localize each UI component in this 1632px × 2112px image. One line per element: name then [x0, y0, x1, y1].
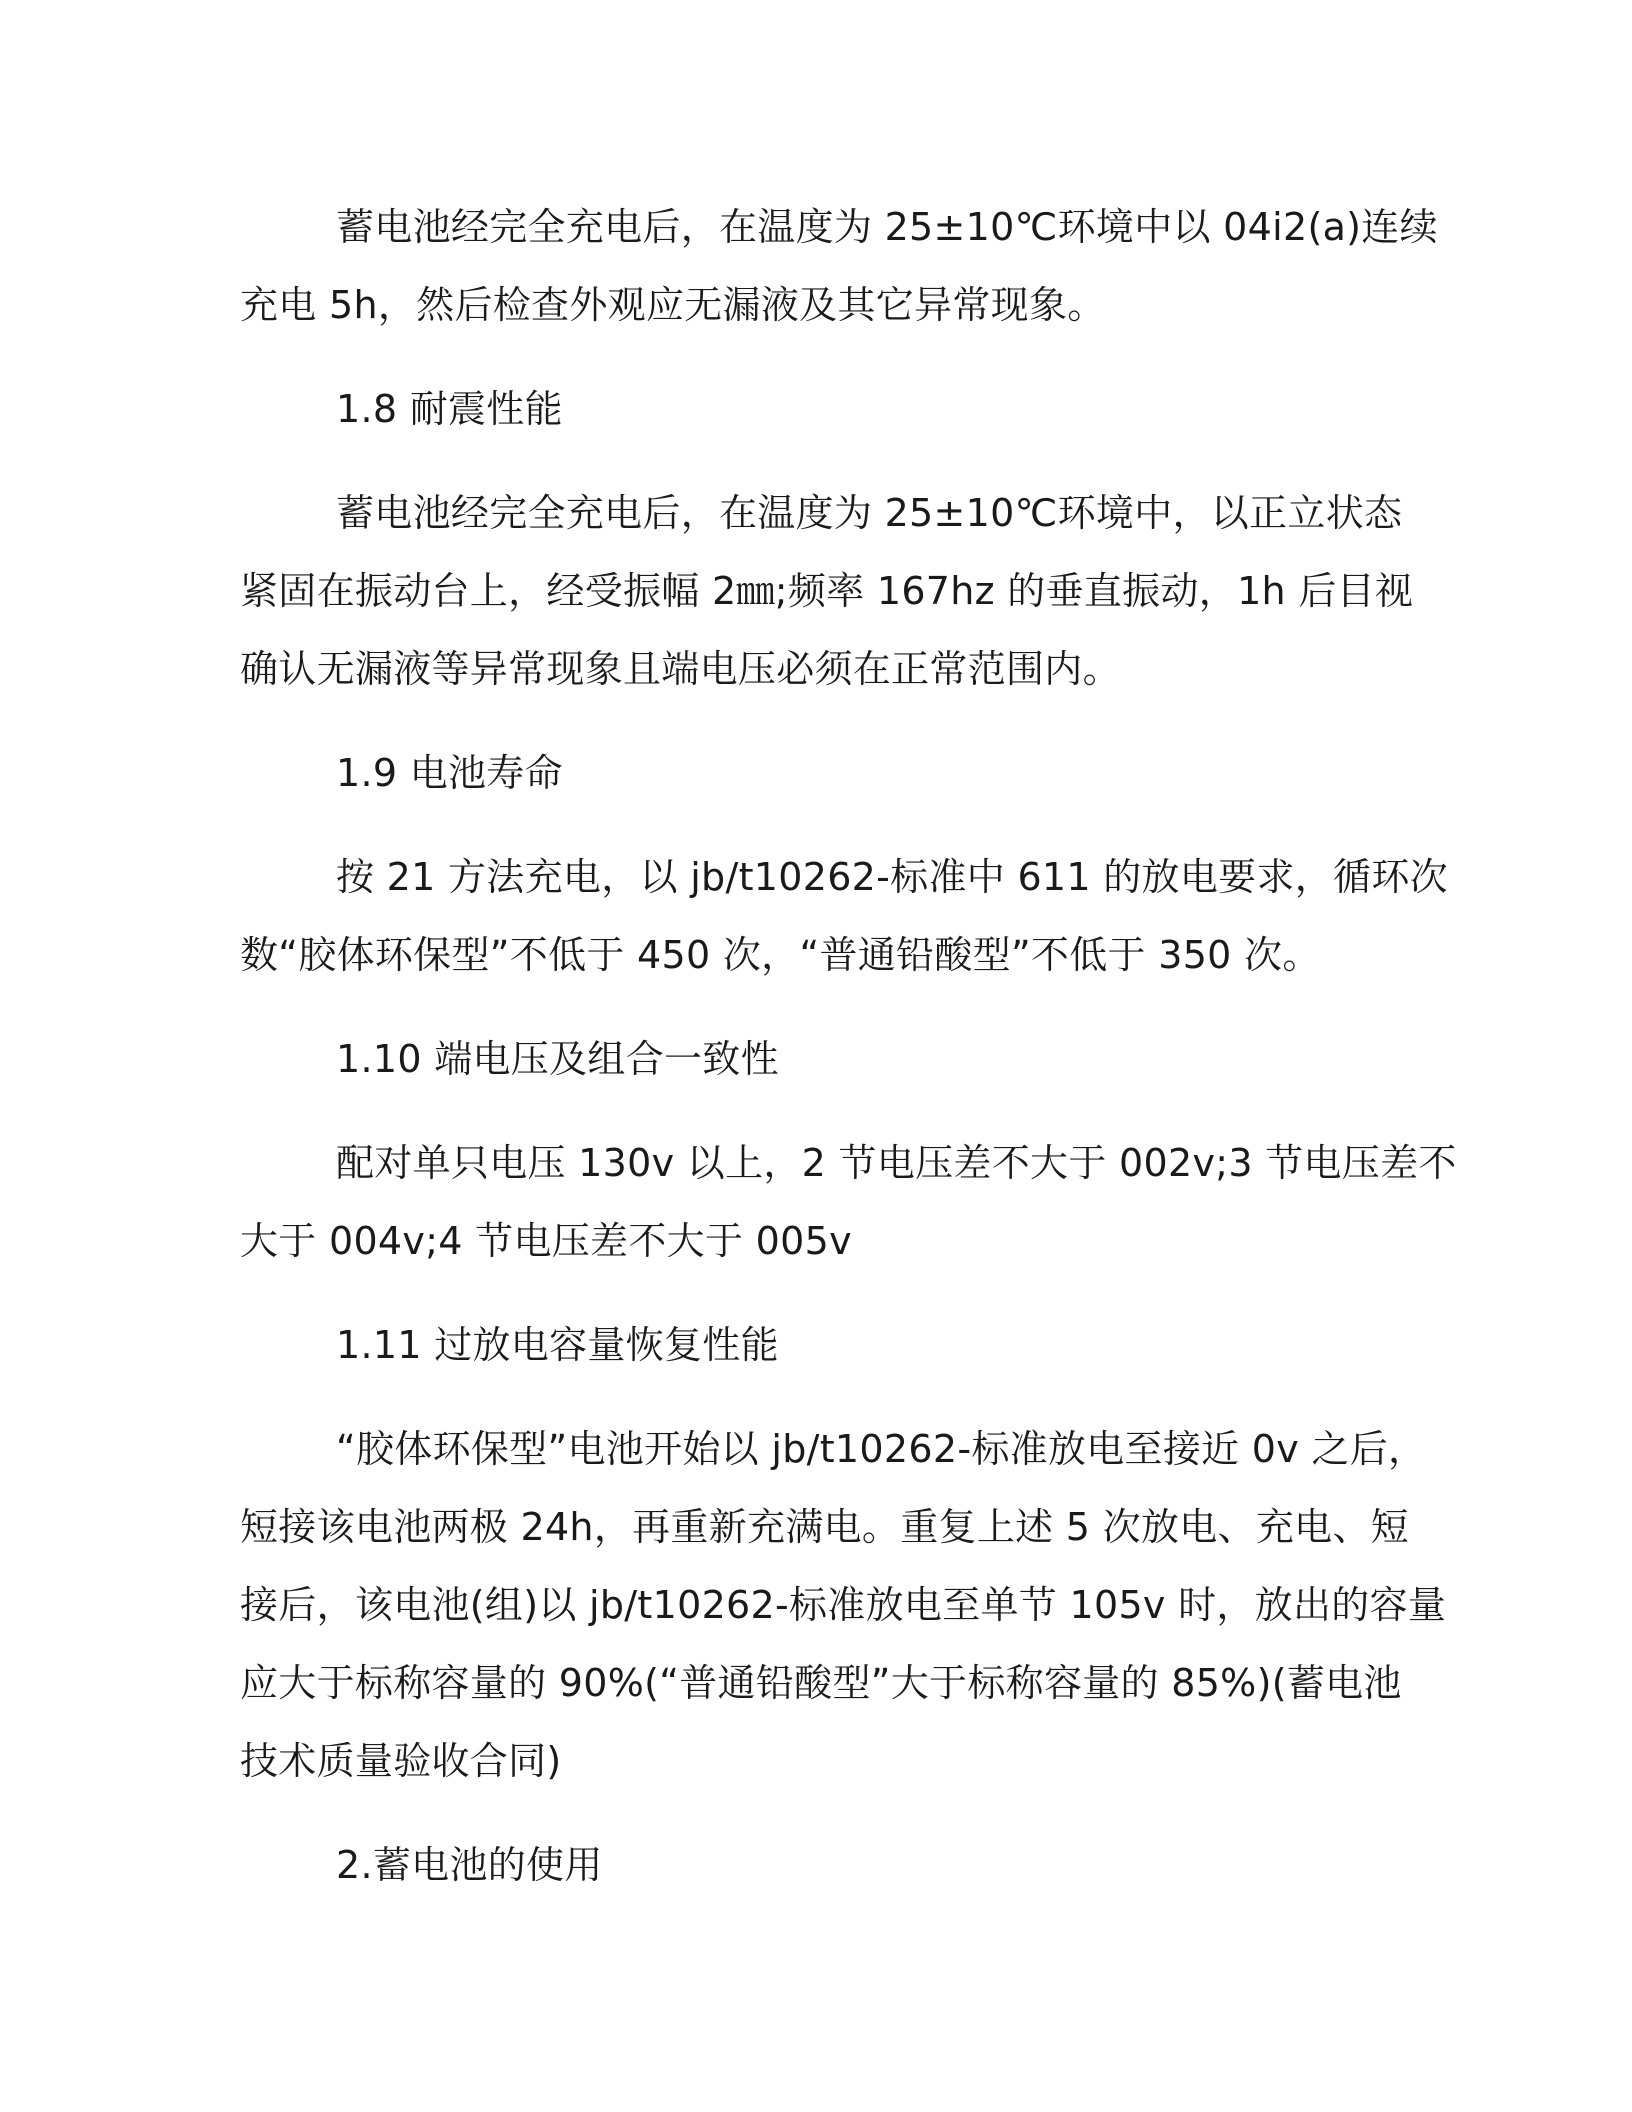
document-page [240, 188, 1457, 1930]
section-heading-1-8: 1.8 耐震性能 [336, 387, 563, 431]
paragraph-line: “胶体环保型”电池开始以 jb/t10262-标准放电至接近 0v 之后， [336, 1427, 1427, 1471]
section-heading-1-11: 1.11 过放电容量恢复性能 [336, 1323, 779, 1367]
section-heading-1-9: 1.9 电池寿命 [336, 751, 563, 795]
paragraph-line: 按 21 方法充电，以 jb/t10262-标准中 611 的放电要求，循环次 [336, 855, 1448, 899]
paragraph-life [240, 838, 1448, 994]
paragraph-overcharge [240, 188, 1438, 344]
paragraph-line: 紧固在振动台上，经受振幅 2㎜;频率 167hz 的垂直振动，1h 后目视 [240, 569, 1414, 613]
paragraph-line: 数“胶体环保型”不低于 450 次，“普通铅酸型”不低于 350 次。 [240, 933, 1321, 977]
paragraph-recovery [240, 1410, 1447, 1800]
paragraph-line: 充电 5h，然后检查外观应无漏液及其它异常现象。 [240, 283, 1106, 327]
paragraph-line: 蓄电池经完全充电后，在温度为 25±10℃环境中，以正立状态 [336, 491, 1403, 535]
section-heading-1-10: 1.10 端电压及组合一致性 [336, 1037, 779, 1081]
paragraph-line: 技术质量验收合同) [240, 1739, 562, 1783]
paragraph-line: 短接该电池两极 24h，再重新充满电。重复上述 5 次放电、充电、短 [240, 1505, 1410, 1549]
section-heading-2: 2.蓄电池的使用 [336, 1843, 603, 1887]
paragraph-line: 接后，该电池(组)以 jb/t10262-标准放电至单节 105v 时，放出的容量 [240, 1583, 1447, 1627]
paragraph-line: 蓄电池经完全充电后，在温度为 25±10℃环境中以 04i2(a)连续 [336, 205, 1438, 249]
paragraph-line: 大于 004v;4 节电压差不大于 005v [240, 1219, 852, 1263]
paragraph-voltage [240, 1124, 1457, 1280]
paragraph-line: 确认无漏液等异常现象且端电压必须在正常范围内。 [240, 647, 1121, 691]
paragraph-vibration [240, 474, 1414, 708]
paragraph-line: 应大于标称容量的 90%(“普通铅酸型”大于标称容量的 85%)(蓄电池 [240, 1661, 1402, 1705]
paragraph-line: 配对单只电压 130v 以上，2 节电压差不大于 002v;3 节电压差不 [336, 1141, 1457, 1185]
